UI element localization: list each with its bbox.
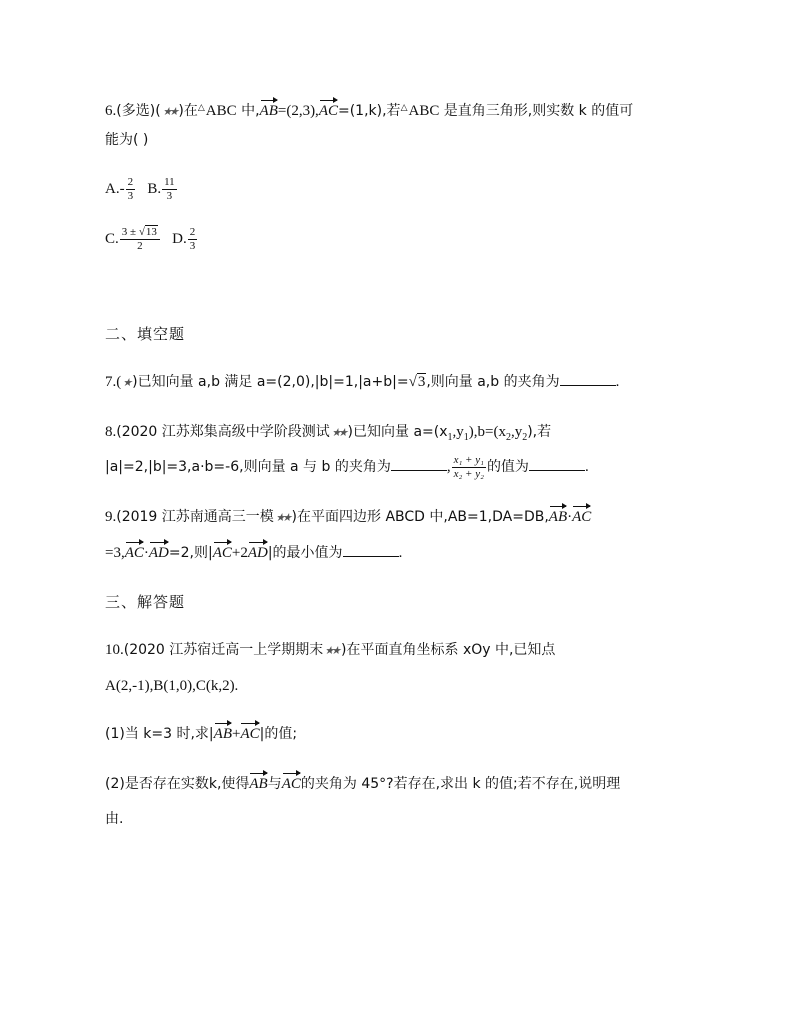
q9-stem-line2: =3,AC·AD=2,则|AC+2AD|的最小值为 .	[105, 541, 402, 565]
q8-number: 8.	[105, 424, 117, 440]
q7-number: 7.	[105, 374, 117, 390]
q9-stem-line1: 9.(2019 江苏南通高三一模★★)在平面四边形 ABCD 中,AB=1,DA=DB,AB·AC	[105, 505, 591, 530]
q8-fraction: $\frac{\text{x₁ + y₁}}{\text{x₂ + y₂}}$	[453, 454, 484, 480]
vector-ab: AB	[214, 722, 232, 746]
vector-ac: AC	[240, 722, 259, 746]
option-a-label: A.-	[105, 180, 125, 197]
option-a-fraction: $\frac{2}{3}$	[127, 176, 134, 202]
q7-stem: 7.(★)已知向量 a,b 满足 a=(2,0),|b|=1,|a+b|=√3,则向量 a,b 的夹角为 .	[105, 370, 619, 395]
q6-tag: (多选)	[116, 103, 156, 119]
q8-source: (2020 江苏郑集高级中学阶段测试	[116, 424, 330, 440]
answer-blank[interactable]	[529, 456, 585, 471]
option-d-fraction: $\frac{2}{3}$	[189, 226, 196, 252]
q6-options-cd	[105, 226, 198, 253]
q9-source: (2019 江苏南通高三一模	[116, 509, 274, 525]
section-heading-solutions: 三、解答题	[105, 593, 186, 611]
triangle-symbol: △	[400, 102, 408, 112]
vector-ab: AB	[549, 505, 567, 529]
q8-stem-line1: 8.(2020 江苏郑集高级中学阶段测试★★)已知向量 $a=(x_1,y_1),b=(x_2,y_2)$,若	[105, 420, 551, 450]
q10-source: (2020 江苏宿迁高一上学期期末	[123, 642, 324, 658]
vector-ad: AD	[248, 541, 268, 565]
vector-ac: AC	[319, 99, 338, 123]
section-heading-fill-in: 二、填空题	[105, 325, 186, 343]
q8-stem-line2: |a|=2,|b|=3,a·b=-6,则向量 a 与 b 的夹角为 , $\frac{\text{x₁ + y₁}}{\text{x₂ + y₂}}$ 的值为 .	[105, 454, 589, 480]
q6-options-ab	[105, 176, 178, 203]
q9-number: 9.	[105, 509, 117, 525]
q6-stem-line2: 能为( )	[105, 132, 149, 148]
vector-ab: AB	[260, 99, 278, 123]
vector-ac: AC	[213, 541, 232, 565]
difficulty-stars-icon: ★	[121, 377, 132, 389]
option-b-label: B.	[147, 180, 162, 197]
answer-blank[interactable]	[391, 456, 447, 471]
q10-stem-line2: A(2,-1),B(1,0),C(k,2).	[105, 678, 239, 694]
vector-ac: AC	[572, 505, 591, 529]
triangle-symbol: △	[197, 102, 205, 112]
answer-blank[interactable]	[560, 371, 616, 386]
q6-number: 6.	[105, 103, 117, 119]
vector-ac: AC	[282, 772, 301, 796]
q10-part1: (1)当 k=3 时,求|AB+AC|的值;	[105, 722, 297, 746]
q10-stem-line1: 10.(2020 江苏宿迁高一上学期期末★★)在平面直角坐标系 xOy 中,已知点	[105, 638, 555, 663]
vector-ad: AD	[149, 541, 169, 565]
option-c-label: C.	[105, 230, 119, 247]
difficulty-stars-icon: ★★	[330, 427, 348, 439]
q6-stem-line1: 6.(多选)(★★)在△ABC 中,AB=(2,3),AC=(1,k),若△ABC 是直角三角形,则实数 k 的值可	[105, 95, 633, 124]
option-d-label: D.	[172, 230, 187, 247]
answer-blank[interactable]	[343, 542, 399, 557]
q10-part2-line2: 由.	[105, 811, 124, 827]
option-b-fraction: $\frac{11}{3}$	[164, 176, 175, 202]
q10-part2-line1: (2)是否存在实数k,使得AB与AC的夹角为 45°?若存在,求出 k 的值;若不存在,说明理	[105, 772, 620, 796]
difficulty-stars-icon: ★★	[274, 512, 292, 524]
sqrt-symbol: √	[408, 374, 417, 390]
difficulty-stars-icon: ★★	[323, 645, 341, 657]
q10-number: 10.	[105, 642, 124, 658]
option-c-fraction: $\frac{3 \pm √13}{2}$	[120, 226, 160, 253]
vector-ac: AC	[125, 541, 144, 565]
vector-ab: AB	[249, 772, 267, 796]
difficulty-stars-icon: ★★	[161, 106, 178, 118]
